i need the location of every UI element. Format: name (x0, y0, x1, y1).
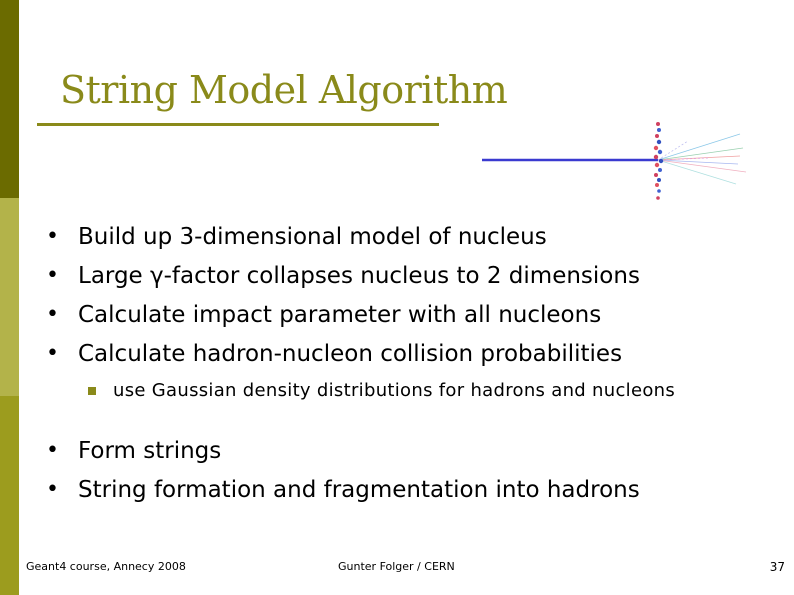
side-bar-top (0, 0, 19, 198)
square-bullet-icon (88, 387, 96, 395)
bullet-marker: • (46, 224, 59, 249)
bullet-marker: • (46, 263, 59, 288)
sub-bullet-text: use Gaussian density distributions for hadrons and nucleons (113, 380, 676, 401)
side-bar-middle (0, 198, 19, 396)
sub-bullet (88, 378, 708, 404)
nucleus-collision-figure (478, 114, 768, 214)
side-bar-bottom (0, 396, 19, 595)
footer-author: Gunter Folger / CERN (338, 560, 455, 573)
bullet-marker: • (46, 302, 59, 327)
bullet-text: Form strings (78, 438, 222, 464)
bullet-marker: • (46, 341, 59, 366)
bullet-text: Calculate hadron-nucleon collision probabilities (78, 341, 623, 367)
slide-title: String Model Algorithm (60, 68, 508, 112)
bullet-marker: • (46, 438, 59, 463)
page-number: 37 (769, 560, 785, 574)
title-underline (37, 123, 439, 126)
bullet-text: Build up 3-dimensional model of nucleus (78, 224, 547, 250)
bullet-text: Calculate impact parameter with all nucleons (78, 302, 602, 328)
bullet-text: Large γ-factor collapses nucleus to 2 dimensions (78, 263, 640, 289)
footer-course: Geant4 course, Annecy 2008 (26, 560, 186, 573)
bullet-marker: • (46, 477, 59, 502)
bullet-text: String formation and fragmentation into hadrons (78, 477, 640, 503)
